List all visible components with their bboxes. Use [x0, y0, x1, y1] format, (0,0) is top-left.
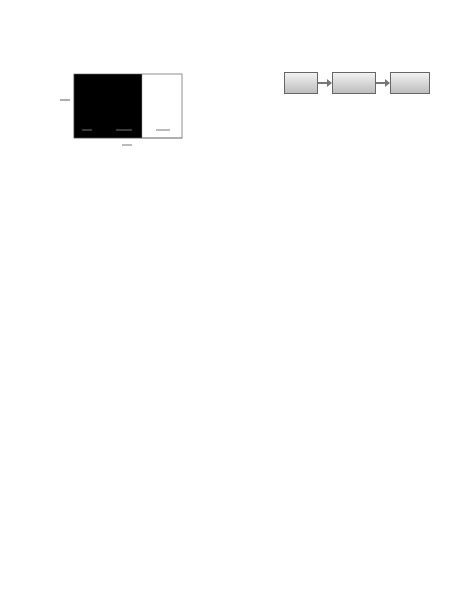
memory-process-diagram: [284, 72, 446, 94]
resistance-phase: [108, 74, 142, 138]
encoding-box: [284, 72, 318, 94]
gas-figure: [56, 70, 242, 155]
retrieval-box: [390, 72, 430, 94]
gas-chart: [56, 70, 188, 152]
alarm-phase: [74, 74, 108, 138]
arrow-right-icon: [318, 79, 332, 87]
exhaustion-phase: [142, 74, 182, 138]
storage-box: [332, 72, 376, 94]
right-column: [262, 72, 446, 103]
left-column: [36, 72, 242, 163]
arrow-right-icon: [376, 79, 390, 87]
